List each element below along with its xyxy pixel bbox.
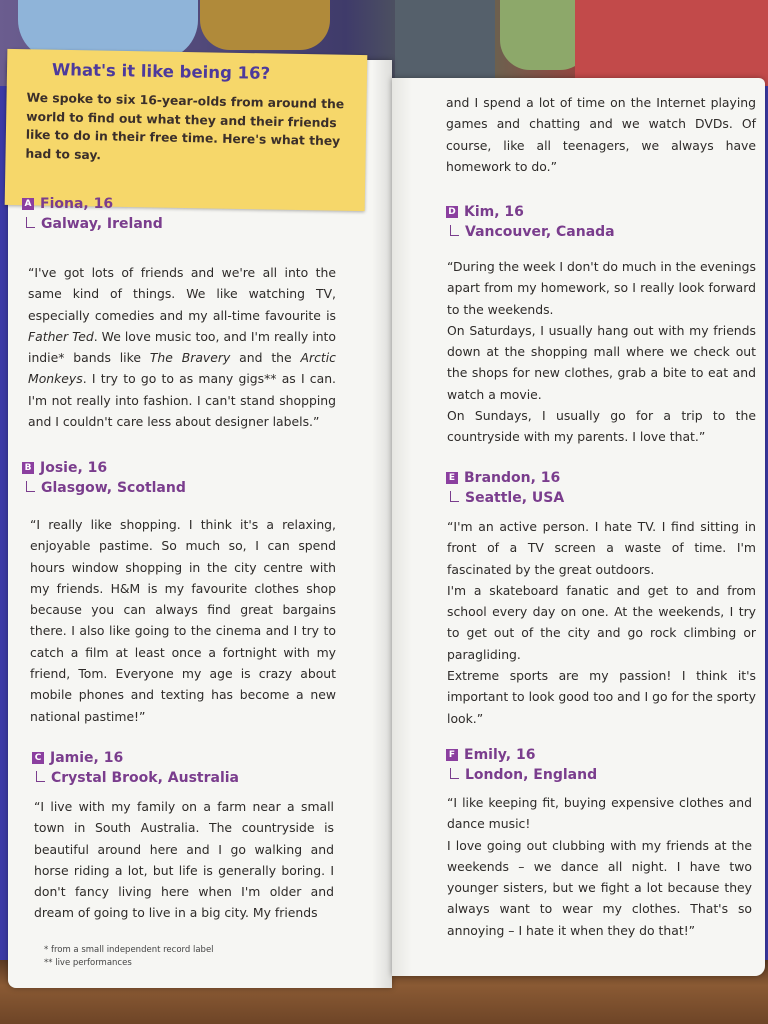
letter-badge: F (446, 749, 458, 761)
profile-text-jamie: “I live with my family on a farm near a small town in South Australia. The countryside is beautiful around here and I go walking and horse riding a lot, but life is generally boring. I don't fancy living here when I'm older and dream of going to live in a big city. My friends (34, 799, 334, 921)
profile-place: London, England (465, 767, 598, 783)
profile-heading-emily (446, 745, 597, 785)
footnote-2: ** live performances (44, 958, 132, 968)
profile-text-kim: “During the week I don't do much in the evenings apart from my homework, so I really look forward to the weekends. On Saturdays, I usually hang out with my friends down at the shopping mall where we check out the shops for new clothes, grab a bite to eat and watch a movie. On Sundays, I usually go for a trip to the countryside with my parents. I love that.” (447, 259, 756, 445)
profile-text-fiona: “I've got lots of friends and we're all into the same kind of things. We like watching TV, especially comedies and my all-time favourite is Father Ted. We love music too, and I'm really into indie* bands like The Bravery and the Arctic Monkeys. I try to go to as many gigs** as I can. I'm not really into fashion. I can't stand shopping and I couldn't care less about designer labels.” (28, 265, 336, 430)
profile-heading-kim (446, 202, 615, 242)
letter-badge: B (22, 462, 34, 474)
profile-name: Fiona, 16 (40, 196, 114, 212)
profile-place: Vancouver, Canada (465, 224, 615, 240)
letter-badge: C (32, 752, 44, 764)
letter-badge: D (446, 206, 458, 218)
profile-text-emily: “I like keeping fit, buying expensive clothes and dance music! I love going out clubbing with my friends at the weekends – we dance all night. I have two younger sisters, but we fight a lot because they always want to wear my clothes. That's so annoying – I hate it when they do that!” (447, 795, 752, 938)
profile-heading-fiona (22, 194, 163, 234)
profile-text-jamie-continued: and I spend a lot of time on the Internet playing games and chatting and we watch DVDs. Of course, like all teenagers, we always have homework to do.” (446, 95, 756, 174)
letter-badge: E (446, 472, 458, 484)
profile-place: Crystal Brook, Australia (51, 770, 239, 786)
letter-badge: A (22, 198, 34, 210)
profile-heading-josie (22, 458, 186, 498)
profile-name: Kim, 16 (464, 204, 524, 220)
profile-text-josie: “I really like shopping. I think it's a relaxing, enjoyable pastime. So much so, I can spend hours window shopping in the city centre with my friends. H&M is my favourite clothes shop because you can always find great bargains there. I also like going to the cinema and I try to catch a film at least once a fortnight with my friend, Tom. Everyone my age is crazy about mobile phones and texting has become a new national pastime!” (30, 517, 336, 724)
profile-text-brandon: “I'm an active person. I hate TV. I find sitting in front of a TV screen a waste of time. I'm fascinated by the great outdoors. I'm a skateboard fanatic and get to and from school every day on one. At the weekends, I try to get out of the city and go rock climbing or paragliding. Extreme sports are my passion! I think it's important to look good too and I go for the sporty look.” (447, 519, 756, 726)
profile-place: Glasgow, Scotland (41, 480, 186, 496)
profile-name: Emily, 16 (464, 747, 536, 763)
profile-name: Josie, 16 (40, 460, 108, 476)
profile-heading-brandon (446, 468, 564, 508)
profile-name: Jamie, 16 (50, 750, 124, 766)
profile-name: Brandon, 16 (464, 470, 561, 486)
intro-title: What's it like being 16? (51, 60, 271, 83)
footnote-1: * from a small independent record label (44, 945, 214, 955)
intro-text: We spoke to six 16-year-olds from around the world to find out what they and their friends like to do in their free time. Here's what they had to say. (25, 90, 345, 162)
profile-heading-jamie (32, 748, 239, 788)
footnotes (44, 944, 214, 970)
profile-place: Galway, Ireland (41, 216, 163, 232)
profile-place: Seattle, USA (465, 490, 565, 506)
